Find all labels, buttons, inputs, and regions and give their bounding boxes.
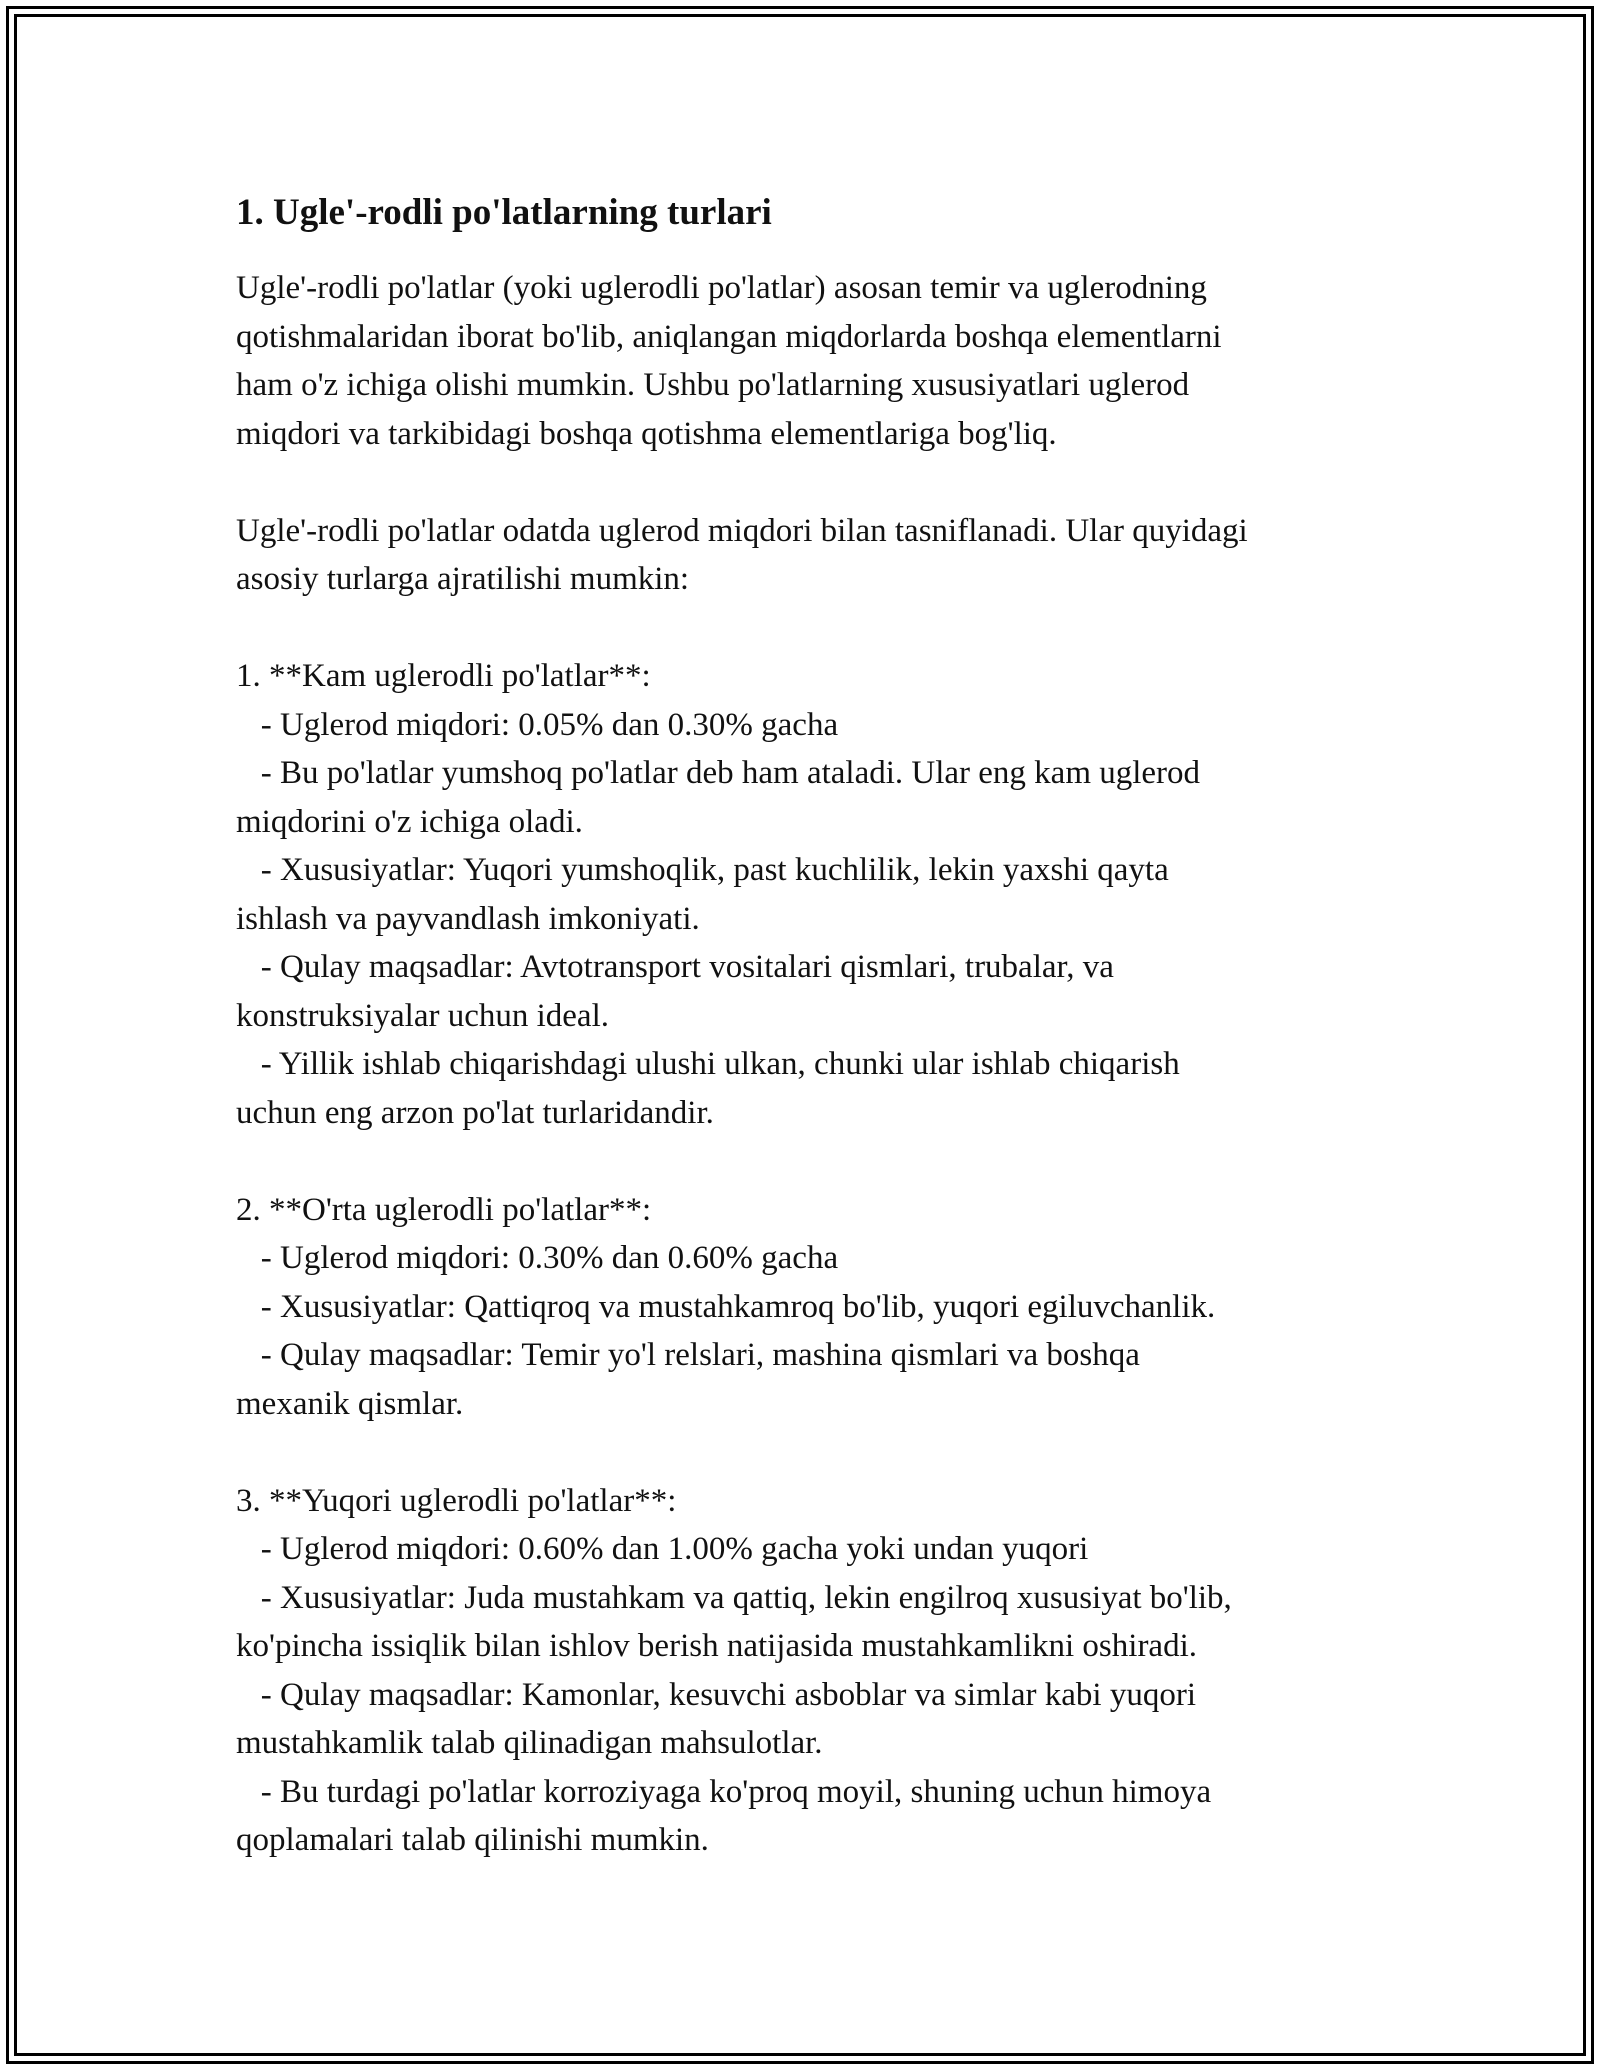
list-item: - Xususiyatlar: Qattiqroq va mustahkamroq bo'lib, yuqori egiluvchanlik.	[236, 1288, 1216, 1325]
list-item: - Uglerod miqdori: 0.60% dan 1.00% gacha yoki undan yuqori	[236, 1531, 1089, 1567]
section-heading: 3. **Yuqori uglerodli po'latlar**:	[236, 1482, 677, 1519]
paragraph-gap	[236, 604, 1376, 653]
paragraph-gap	[236, 1137, 1376, 1186]
list-item-continuation: qoplamalari talab qilinishi mumkin.	[236, 1822, 709, 1858]
list-item-continuation: ko'pincha issiqlik bilan ishlov berish natijasida mustahkamlikni oshiradi.	[236, 1628, 1197, 1664]
text-line: asosiy turlarga ajratilishi mumkin:	[236, 561, 690, 597]
text-line: miqdori va tarkibidagi boshqa qotishma elementlariga bog'liq.	[236, 415, 1057, 452]
list-item: - Bu po'latlar yumshoq po'latlar deb ham ataladi. Ular eng kam uglerod	[236, 755, 1201, 791]
list-item-continuation: konstruksiyalar uchun ideal.	[236, 997, 609, 1034]
list-item: - Xususiyatlar: Yuqori yumshoqlik, past kuchlilik, lekin yaxshi qayta	[236, 852, 1169, 888]
list-item-continuation: mexanik qismlar.	[236, 1385, 464, 1422]
classification-paragraph	[236, 507, 1376, 604]
section-heading: 2. **O'rta uglerodli po'latlar**:	[236, 1191, 652, 1228]
list-item: - Qulay maqsadlar: Temir yo'l relslari, mashina qismlari va boshqa	[236, 1337, 1140, 1373]
list-item-continuation: mustahkamlik talab qilinadigan mahsulotlar.	[236, 1725, 823, 1761]
list-item: - Uglerod miqdori: 0.30% dan 0.60% gacha	[236, 1240, 839, 1276]
intro-paragraph	[236, 264, 1376, 458]
list-item-continuation: uchun eng arzon po'lat turlaridandir.	[236, 1094, 714, 1131]
document-body	[236, 188, 1376, 1865]
paragraph-gap	[236, 1428, 1376, 1477]
text-line: Ugle'-rodli po'latlar (yoki uglerodli po'latlar) asosan temir va uglerodning	[236, 270, 1207, 306]
list-section-low-carbon	[236, 652, 1376, 1137]
text-line: qotishmalaridan iborat bo'lib, aniqlangan miqdorlarda boshqa elementlarni	[236, 318, 1222, 355]
page-title: 1. Ugle'-rodli po'latlarning turlari	[236, 192, 772, 233]
section-heading: 1. **Kam uglerodli po'latlar**:	[236, 658, 651, 694]
list-item: - Yillik ishlab chiqarishdagi ulushi ulkan, chunki ular ishlab chiqarish	[236, 1046, 1180, 1082]
text-line: Ugle'-rodli po'latlar odatda uglerod miqdori bilan tasniflanadi. Ular quyidagi	[236, 512, 1248, 549]
list-section-medium-carbon	[236, 1186, 1376, 1429]
list-item-continuation: miqdorini o'z ichiga oladi.	[236, 803, 583, 840]
list-item: - Xususiyatlar: Juda mustahkam va qattiq, lekin engilroq xususiyat bo'lib,	[236, 1579, 1232, 1616]
list-item: - Qulay maqsadlar: Kamonlar, kesuvchi asboblar va simlar kabi yuqori	[236, 1676, 1196, 1713]
list-section-high-carbon	[236, 1477, 1376, 1865]
list-item: - Qulay maqsadlar: Avtotransport vositalari qismlari, trubalar, va	[236, 949, 1114, 985]
paragraph-gap	[236, 458, 1376, 507]
list-item-continuation: ishlash va payvandlash imkoniyati.	[236, 900, 700, 937]
text-line: ham o'z ichiga olishi mumkin. Ushbu po'latlarning xususiyatlari uglerod	[236, 367, 1190, 403]
list-item: - Bu turdagi po'latlar korroziyaga ko'proq moyil, shuning uchun himoya	[236, 1773, 1212, 1810]
list-item: - Uglerod miqdori: 0.05% dan 0.30% gacha	[236, 706, 839, 743]
